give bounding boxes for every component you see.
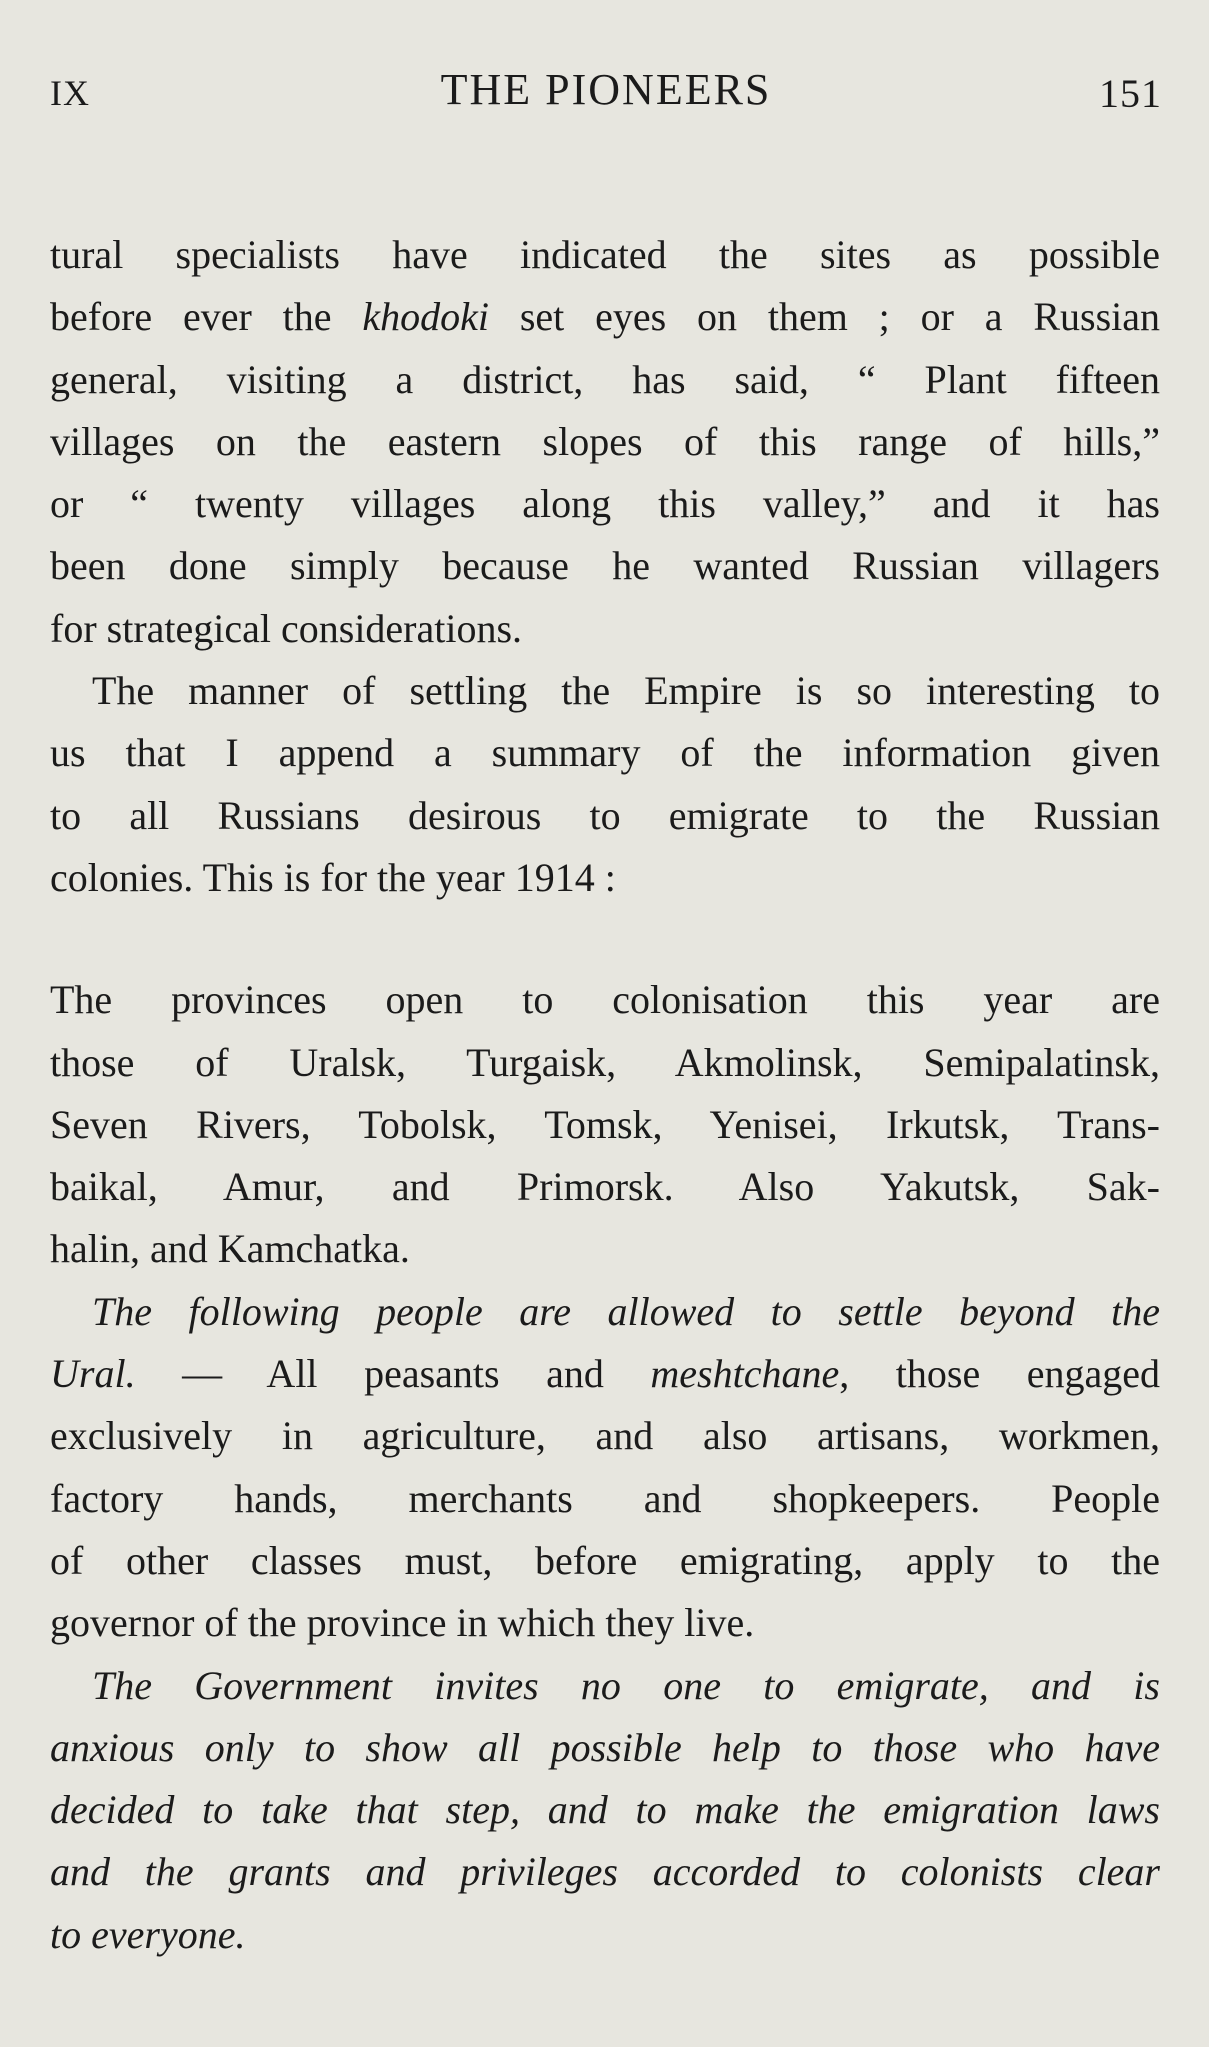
text-span: set eyes on them ; or a Russian <box>488 294 1160 340</box>
text-line: The provinces open to colonisation this year are <box>50 977 1160 1023</box>
text-line <box>50 1343 1160 1405</box>
paragraph-5 <box>50 1655 1160 1966</box>
text-line: The manner of settling the Empire is so interesting to <box>92 668 1160 714</box>
section-gap <box>50 909 1160 969</box>
italic-term-meshtchane: meshtchane <box>650 1351 840 1397</box>
text-line: to all Russians desirous to emigrate to the Russian <box>50 792 1160 838</box>
text-line: factory hands, merchants and shopkeepers. People <box>50 1475 1160 1521</box>
text-line: decided to take that step, and to make the emigration laws <box>50 1787 1160 1833</box>
text-line: those of Uralsk, Turgaisk, Akmolinsk, Semipalatinsk, <box>50 1039 1160 1085</box>
book-page <box>50 60 1162 1966</box>
text-line: anxious only to show all possible help to those who have <box>50 1724 1160 1770</box>
italic-term-ural: Ural. <box>50 1351 136 1397</box>
body-text <box>50 224 1160 1966</box>
text-line: been done simply because he wanted Russian villagers <box>50 543 1160 589</box>
running-title: THE PIONEERS <box>440 65 772 114</box>
chapter-number: IX <box>50 73 90 113</box>
italic-term-khodoki: khodoki <box>362 294 489 340</box>
text-line: to everyone. <box>50 1911 246 1957</box>
text-line: baikal, Amur, and Primorsk. Also Yakutsk, Sak- <box>50 1164 1160 1210</box>
text-line <box>50 286 1160 348</box>
text-line: The following people are allowed to settle beyond the <box>92 1288 1160 1334</box>
text-line: us that I append a summary of the information given <box>50 730 1160 776</box>
page-number: 151 <box>1099 71 1162 116</box>
text-line: Seven Rivers, Tobolsk, Tomsk, Yenisei, Irkutsk, Trans- <box>50 1101 1160 1147</box>
text-line: and the grants and privileges accorded to colonists clear <box>50 1849 1160 1895</box>
paragraph-4 <box>50 1281 1160 1655</box>
paragraph-1 <box>50 224 1160 660</box>
text-line: general, visiting a district, has said, “ Plant fifteen <box>50 356 1160 402</box>
running-head <box>50 60 1162 130</box>
text-line: governor of the province in which they live. <box>50 1600 755 1646</box>
text-line: for strategical considerations. <box>50 605 523 651</box>
text-line: halin, and Kamchatka. <box>50 1226 410 1272</box>
text-span: , those engaged <box>839 1351 1160 1397</box>
text-line: villages on the eastern slopes of this range of hills,” <box>50 418 1160 464</box>
paragraph-3 <box>50 969 1160 1280</box>
paragraph-2 <box>50 660 1160 909</box>
text-line: of other classes must, before emigrating, apply to the <box>50 1537 1160 1583</box>
text-line: or “ twenty villages along this valley,” and it has <box>50 481 1160 527</box>
text-span: before ever the <box>50 294 363 340</box>
text-line: tural specialists have indicated the sites as possible <box>50 232 1160 277</box>
text-line: The Government invites no one to emigrate, and is <box>92 1662 1160 1708</box>
text-line: colonies. This is for the year 1914 : <box>50 854 616 900</box>
text-line: exclusively in agriculture, and also artisans, workmen, <box>50 1413 1160 1459</box>
text-span: — All peasants and <box>135 1351 651 1397</box>
